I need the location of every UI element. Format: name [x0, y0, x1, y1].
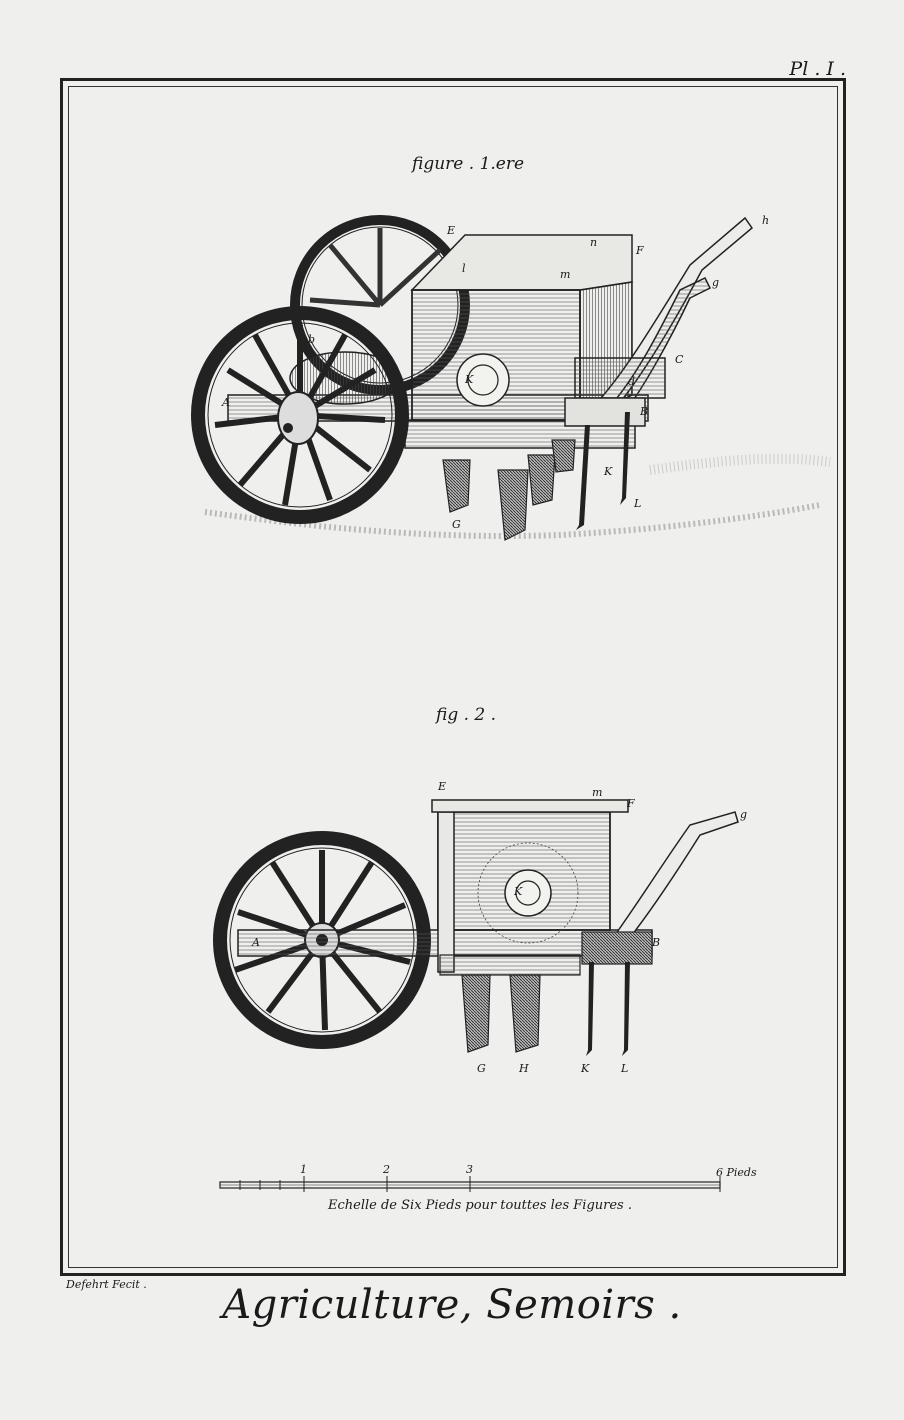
fig1-label-G: G	[452, 518, 461, 531]
fig2-label-g: g	[740, 808, 748, 821]
fig2-label-m: m	[592, 786, 603, 799]
fig1-label-g: g	[712, 276, 720, 289]
fig1-label-E: E	[447, 224, 456, 237]
fig1-label-B: B	[640, 405, 649, 418]
scale-caption: Echelle de Six Pieds pour touttes les Figures .	[328, 1198, 632, 1213]
scale-tick-2: 2	[383, 1163, 390, 1176]
plate-number: Pl . I .	[789, 58, 846, 80]
fig2-label-F: F	[627, 797, 635, 810]
fig1-label-K2: K	[604, 465, 613, 478]
fig2-label-L: L	[621, 1062, 629, 1075]
fig1-label-b: b	[308, 333, 316, 346]
fig1-label-d: d	[628, 375, 636, 388]
fig1-label-h: h	[762, 214, 770, 227]
fig2-label-A: A	[252, 936, 260, 949]
plate-title: Agriculture, Semoirs .	[222, 1282, 682, 1328]
fig1-label-l: l	[462, 262, 466, 275]
scale-bar	[220, 1176, 720, 1192]
scale-tick-6: 6 Pieds	[716, 1166, 757, 1179]
fig1-label-n: n	[590, 236, 598, 249]
fig1-label-A: A	[222, 396, 230, 409]
fig1-label-L: L	[634, 497, 642, 510]
fig2-label-H: H	[519, 1062, 529, 1075]
figure-1-drawing	[198, 218, 830, 540]
scale-tick-1: 1	[300, 1163, 307, 1176]
figure-2-drawing	[220, 800, 738, 1056]
scale-tick-3: 3	[466, 1163, 473, 1176]
fig1-label-C: C	[675, 353, 684, 366]
fig1-label-m: m	[560, 268, 571, 281]
figure-2-title: fig . 2 .	[436, 705, 497, 725]
fig2-label-B: B	[652, 936, 661, 949]
fig2-label-E: E	[438, 780, 447, 793]
engraver-credit: Defehrt Fecit .	[66, 1278, 147, 1291]
fig1-label-F: F	[636, 244, 644, 257]
fig2-label-K: K	[514, 885, 523, 898]
fig2-label-G: G	[477, 1062, 486, 1075]
figure-1-title: figure . 1.ere	[412, 154, 525, 174]
fig1-label-K: K	[465, 373, 474, 386]
fig2-label-K2: K	[581, 1062, 590, 1075]
